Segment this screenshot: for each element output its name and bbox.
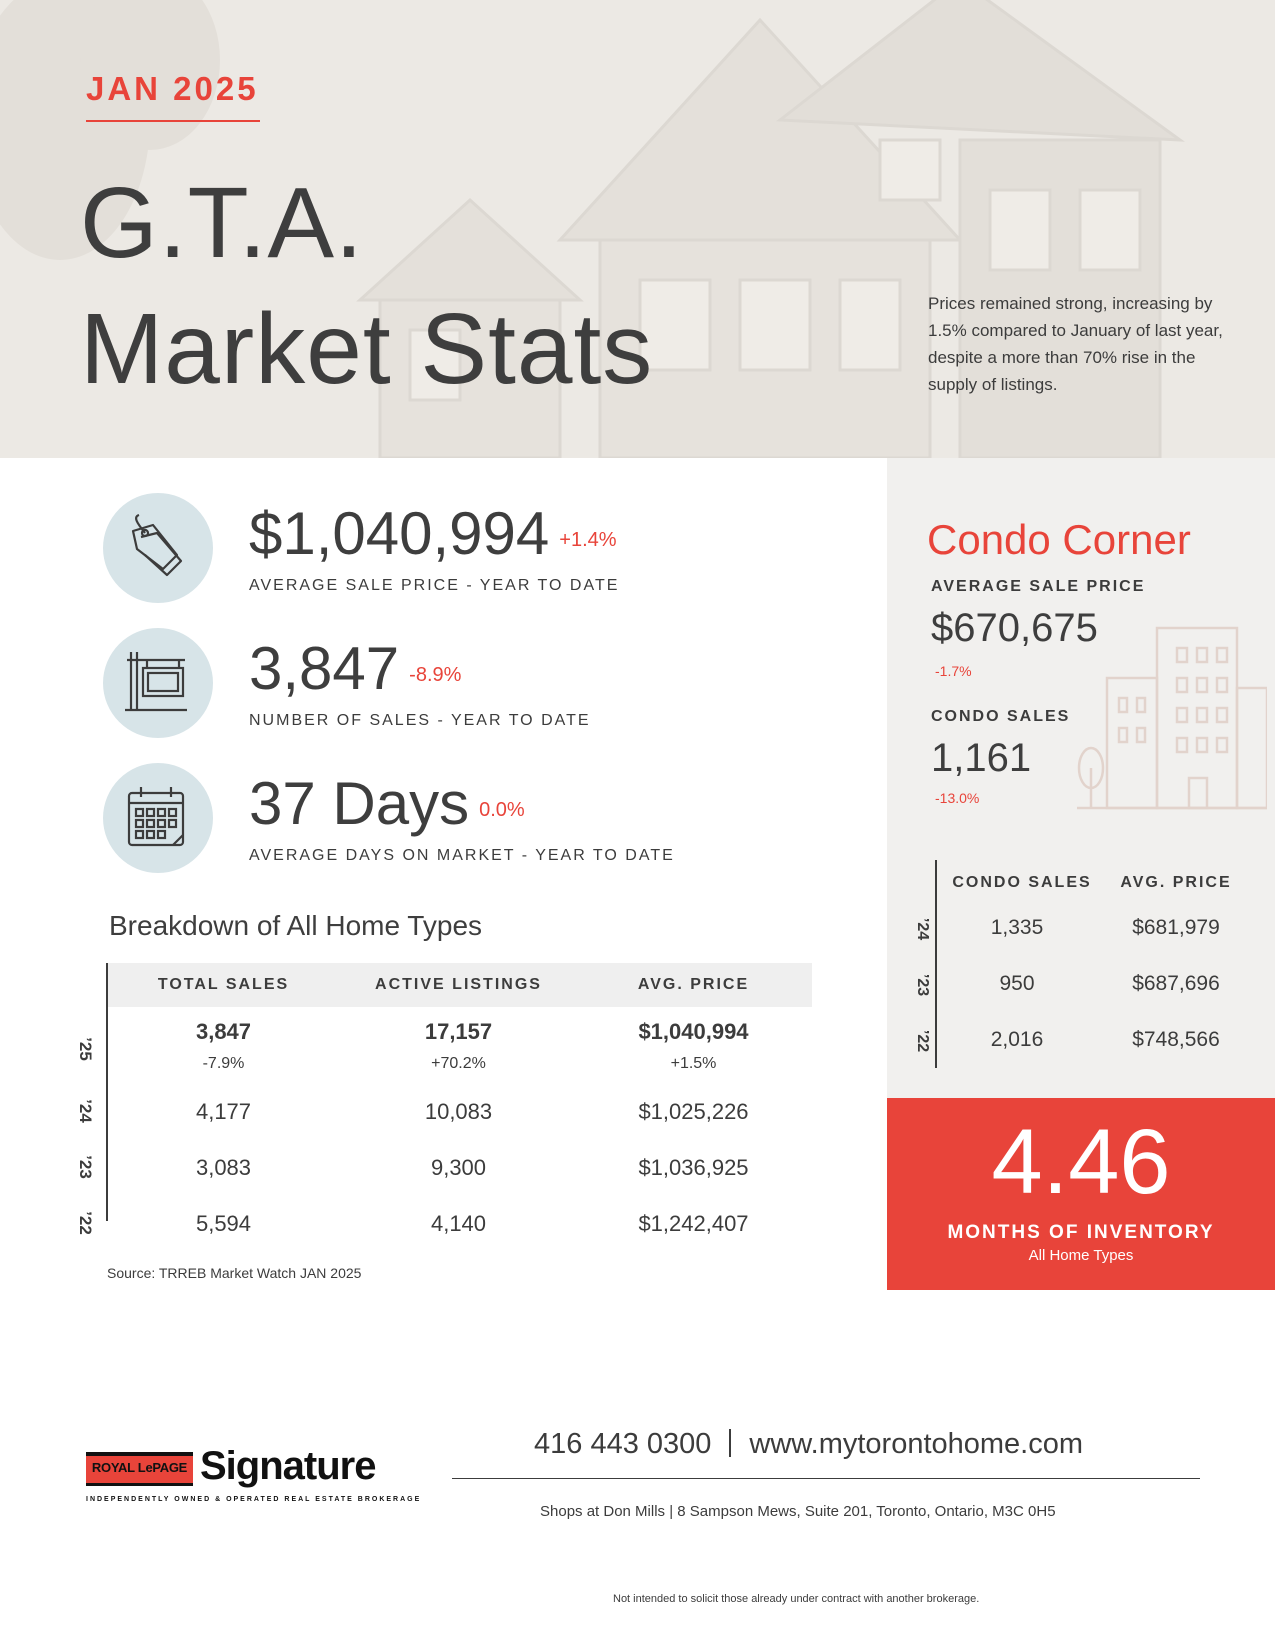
condo-sales-value: 1,161: [931, 736, 1032, 780]
logo-name-text: Signature: [200, 1444, 376, 1488]
icon-circle: [103, 493, 213, 603]
stat-change: 0.0%: [479, 799, 525, 821]
condo-avg-price-change: -1.7%: [935, 663, 972, 679]
column-header-active-listings: ACTIVE LISTINGS: [375, 976, 542, 993]
logo-tagline: INDEPENDENTLY OWNED & OPERATED REAL ESTATE BROKERAGE: [86, 1496, 422, 1503]
page-title-line1: G.T.A.: [80, 167, 364, 279]
table-divider: [106, 963, 108, 1221]
condo-sales-label: CONDO SALES: [931, 708, 1071, 725]
table-cell: 3,847: [195, 1019, 252, 1044]
row-year: ’23: [76, 1155, 95, 1179]
disclaimer: Not intended to solicit those already under contract with another brokerage.: [613, 1593, 980, 1605]
icon-circle: [103, 763, 213, 873]
page-title-line2: Market Stats: [80, 293, 654, 405]
logo-brand-text: ROYAL LePAGE: [91, 1460, 188, 1475]
months-of-inventory-panel: [887, 1098, 1275, 1290]
price-tag-icon: [123, 513, 193, 583]
table-cell: $1,025,226: [638, 1099, 749, 1124]
table-cell: 17,157: [424, 1019, 493, 1044]
breakdown-title: Breakdown of All Home Types: [109, 910, 483, 941]
table-cell: $1,036,925: [638, 1155, 749, 1180]
table-header: [106, 963, 812, 1007]
condo-corner-panel: [887, 458, 1275, 1098]
inventory-sublabel: All Home Types: [1028, 1247, 1134, 1264]
contact-separator: [729, 1429, 731, 1457]
table-cell-change: +1.5%: [670, 1055, 717, 1072]
condo-column-header-sales: CONDO SALES: [952, 874, 1092, 891]
icon-circle: [103, 628, 213, 738]
contact-line: [534, 1428, 1083, 1461]
logo-bar: [86, 1483, 193, 1486]
stat-number-of-sales: [103, 628, 863, 740]
stat-label: AVERAGE DAYS ON MARKET - YEAR TO DATE: [249, 847, 675, 864]
condo-table-cell: 950: [999, 972, 1035, 995]
report-month: JAN 2025: [86, 70, 259, 107]
for-sale-sign-icon: [123, 648, 193, 718]
table-cell: 4,177: [195, 1099, 252, 1124]
table-cell-change: -7.9%: [202, 1055, 245, 1072]
website-link[interactable]: www.mytorontohome.com: [749, 1428, 1084, 1460]
brokerage-logo[interactable]: [86, 1444, 422, 1508]
table-cell-change: +70.2%: [431, 1055, 486, 1072]
condo-building-icon: [1077, 618, 1267, 818]
inventory-label: MONTHS OF INVENTORY: [947, 1222, 1215, 1243]
table-cell: 3,083: [195, 1155, 252, 1180]
calendar-icon: [123, 783, 193, 853]
row-year: ’25: [76, 1037, 95, 1061]
table-cell: 4,140: [430, 1211, 487, 1236]
stat-value-text: $1,040,994: [249, 500, 550, 567]
condo-table-cell: $687,696: [1132, 972, 1220, 995]
phone-number[interactable]: 416 443 0300: [534, 1428, 712, 1460]
month-underline: [86, 120, 260, 122]
table-cell: 10,083: [424, 1099, 493, 1124]
condo-table-cell: $748,566: [1132, 1028, 1220, 1051]
condo-avg-price-label: AVERAGE SALE PRICE: [931, 578, 1146, 595]
condo-table-cell: 1,335: [990, 916, 1044, 939]
stat-change: +1.4%: [559, 529, 617, 551]
stat-value: [249, 499, 617, 575]
stat-label: AVERAGE SALE PRICE - YEAR TO DATE: [249, 577, 620, 594]
column-header-avg-price: AVG. PRICE: [637, 976, 750, 993]
condo-avg-price-value: $670,675: [931, 606, 1098, 650]
stat-change: -8.9%: [409, 664, 462, 686]
condo-row-year: ’24: [914, 917, 931, 941]
column-header-total-sales: TOTAL SALES: [157, 976, 290, 993]
condo-row-year: ’22: [914, 1029, 931, 1053]
table-cell: $1,242,407: [638, 1211, 749, 1236]
stat-days-on-market: [103, 763, 863, 875]
source-note: Source: TRREB Market Watch JAN 2025: [107, 1265, 362, 1281]
stat-label: NUMBER OF SALES - YEAR TO DATE: [249, 712, 591, 729]
condo-title: Condo Corner: [927, 516, 1191, 563]
condo-table-cell: 2,016: [990, 1028, 1044, 1051]
stat-value-text: 37 Days: [249, 770, 470, 837]
condo-sales-change: -13.0%: [935, 790, 980, 806]
stat-value: [249, 769, 525, 845]
stat-value-text: 3,847: [249, 635, 400, 702]
condo-column-header-price: AVG. PRICE: [1120, 874, 1232, 891]
row-year: ’22: [76, 1211, 95, 1235]
stat-value: [249, 634, 461, 710]
table-cell: 5,594: [195, 1211, 252, 1236]
stat-average-sale-price: [103, 493, 863, 605]
row-year: ’24: [76, 1099, 95, 1123]
intro-paragraph: Prices remained strong, increasing by 1.5% compared to January of last year, despite a more than 70% rise in the supply of listings.: [928, 294, 1223, 394]
table-cell: 9,300: [430, 1155, 487, 1180]
office-address: Shops at Don Mills | 8 Sampson Mews, Suite 201, Toronto, Ontario, M3C 0H5: [540, 1503, 1056, 1520]
condo-table-cell: $681,979: [1132, 916, 1220, 939]
footer-divider: [452, 1478, 1200, 1479]
inventory-value: 4.46: [991, 1111, 1171, 1213]
hero-banner: [0, 0, 1275, 458]
table-cell: $1,040,994: [638, 1019, 749, 1044]
condo-row-year: ’23: [914, 973, 931, 997]
